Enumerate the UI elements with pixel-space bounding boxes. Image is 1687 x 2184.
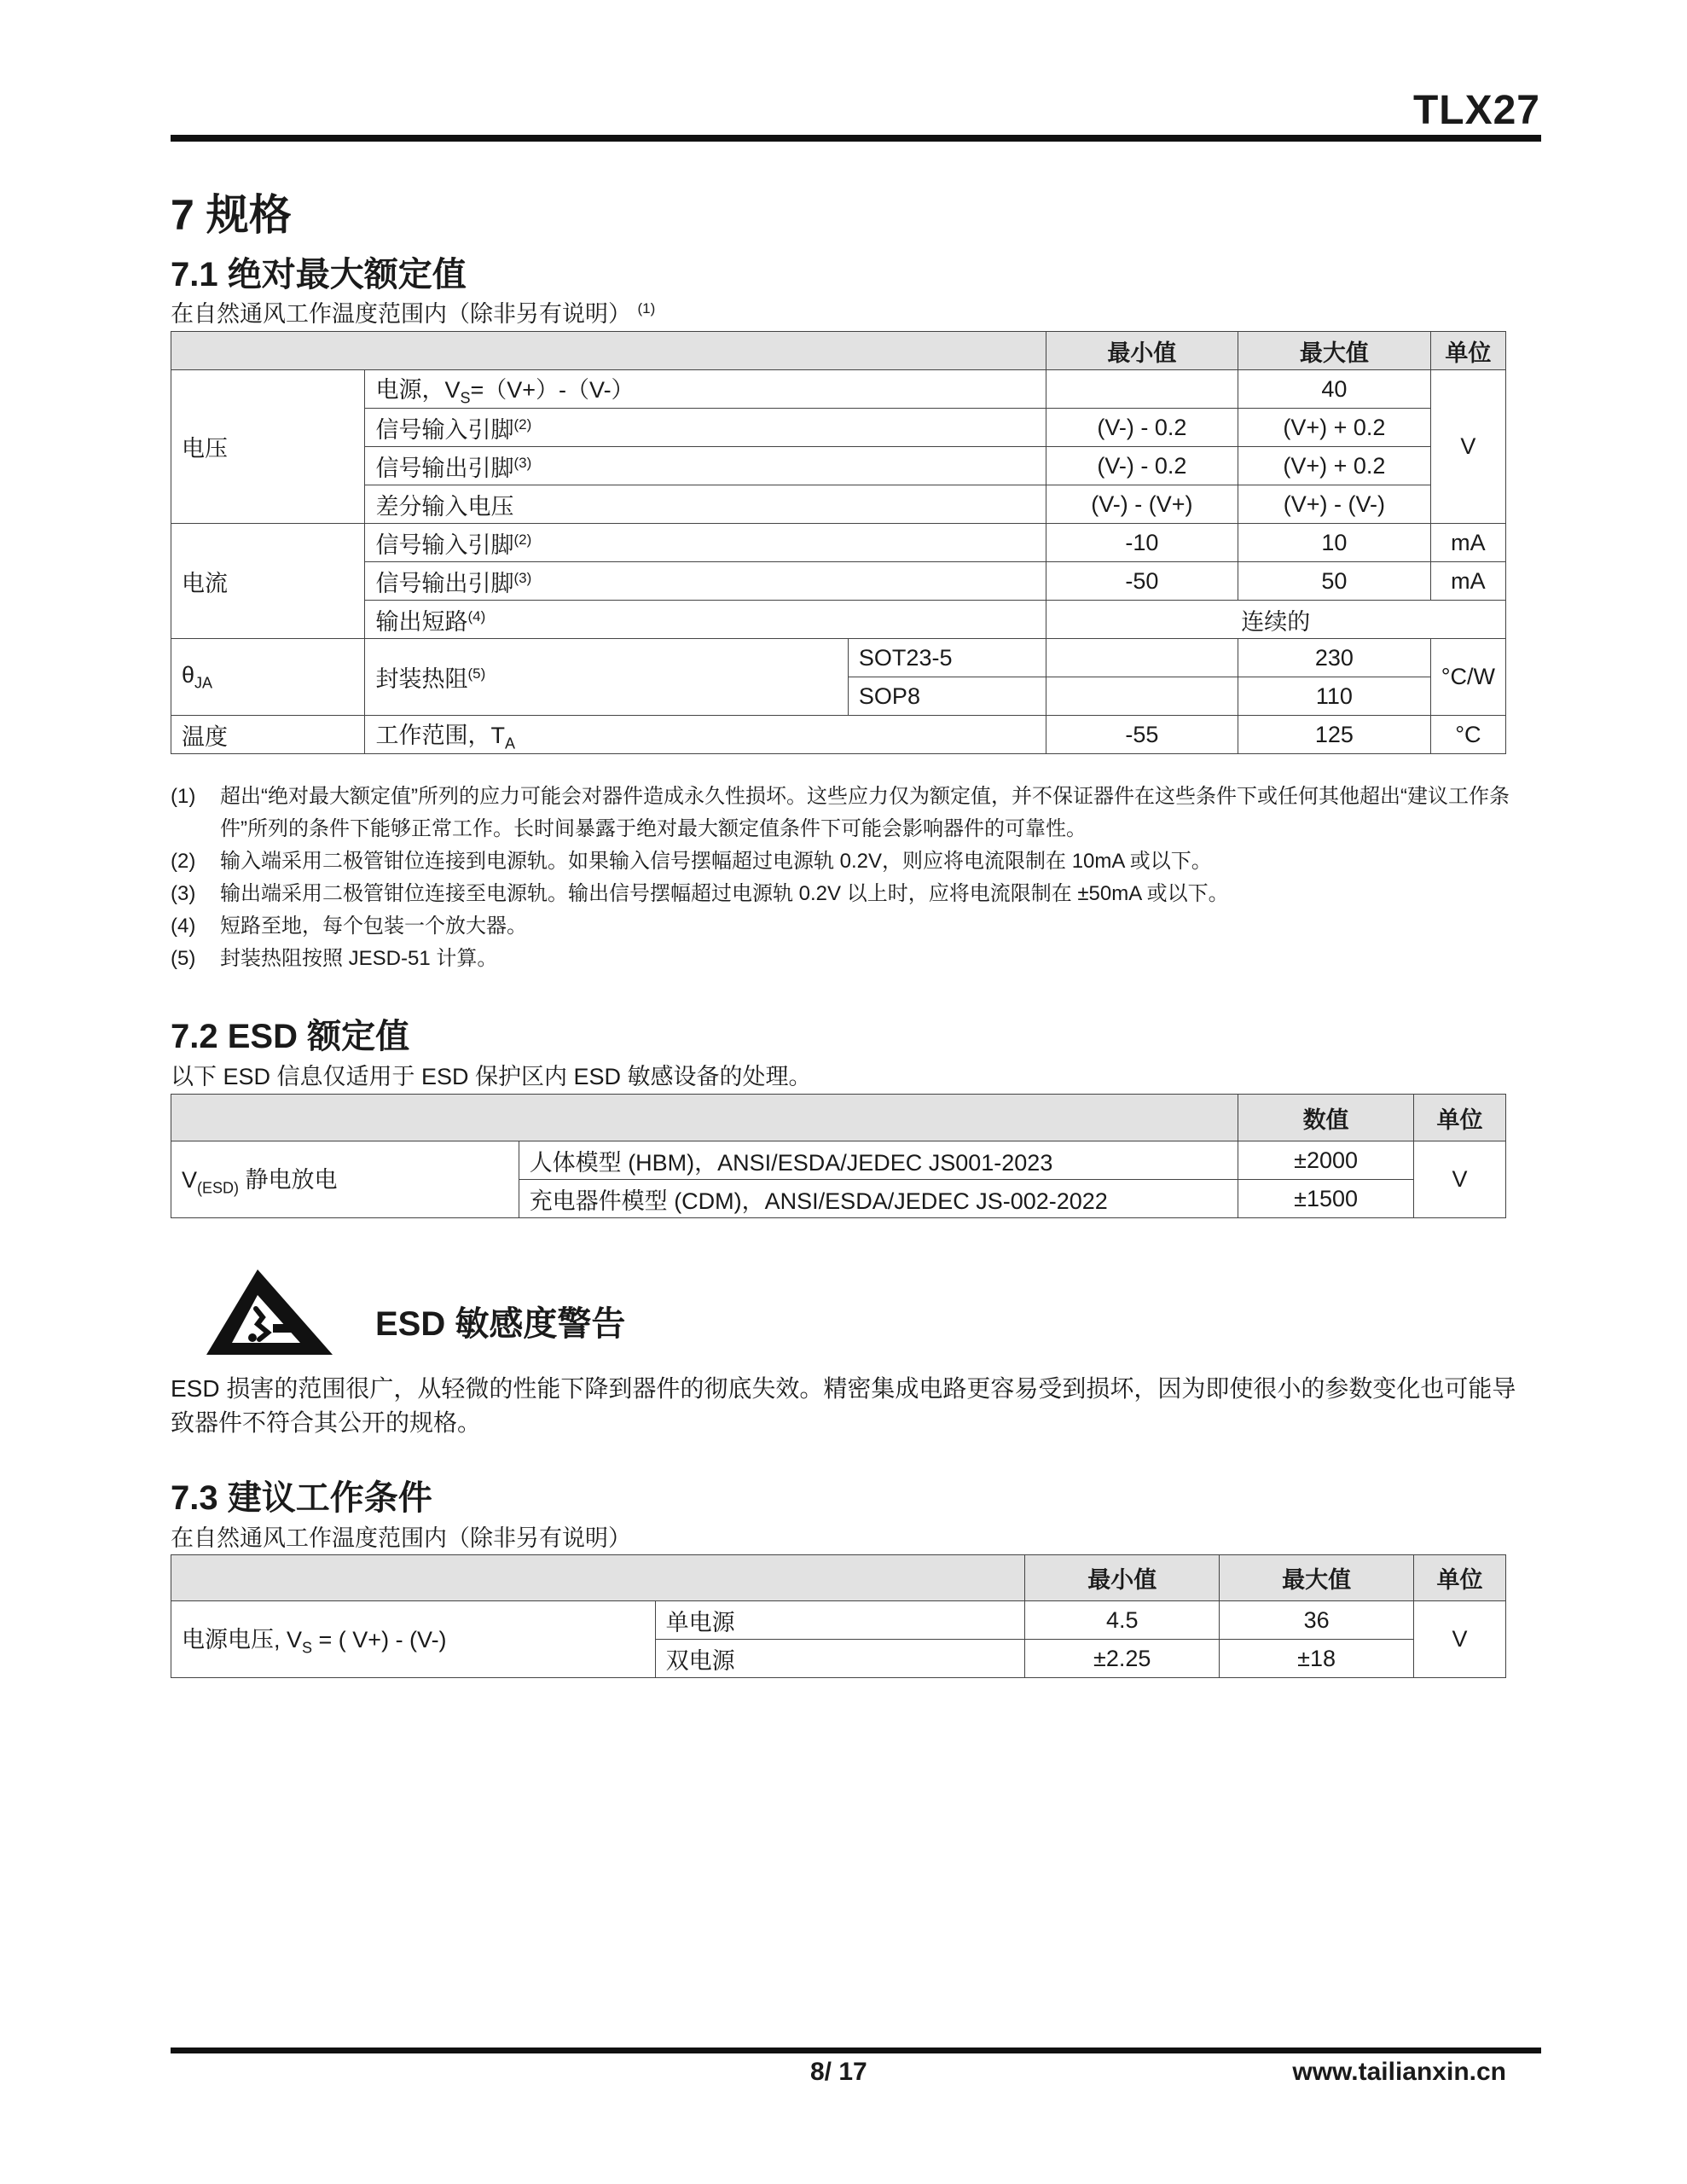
table-row <box>171 524 1506 562</box>
min-value: (V-) - (V+) <box>1046 485 1238 524</box>
unit-value: V <box>1414 1141 1506 1218</box>
max-value: (V+) + 0.2 <box>1238 447 1431 485</box>
unit-value: V <box>1430 370 1505 524</box>
unit-value: °C/W <box>1430 639 1505 716</box>
max-value: 10 <box>1238 524 1431 562</box>
header-rule <box>171 135 1541 142</box>
abs-max-notes <box>171 781 1510 975</box>
max-value: (V+) + 0.2 <box>1238 409 1431 447</box>
min-value: -50 <box>1046 562 1238 601</box>
min-value <box>1046 639 1238 677</box>
param-supply-voltage: 电源电压, $V_S$ = ( V+) - (V-) <box>171 1601 656 1678</box>
footnote: (2) 输入端采用二极管钳位连接到电源轨。如果输入信号摆幅超过电源轨 0.2V，则应将电流限制在 10mA 或以下。 <box>171 850 1212 873</box>
col-max: 最大值 <box>1220 1555 1414 1601</box>
section-title-recommended-conditions: 7.3 建议工作条件 <box>171 1479 432 1517</box>
param-thermal-resistance: 封装热阻$^{(5)}$ <box>365 639 848 716</box>
footer-rule <box>171 2048 1541 2053</box>
table-row <box>171 562 1506 601</box>
max-value: 230 <box>1238 639 1431 677</box>
col-max: 最大值 <box>1238 332 1431 370</box>
col-min: 最小值 <box>1025 1555 1220 1601</box>
supply-type-dual: 双电源 <box>655 1640 1025 1678</box>
esd-value: ±1500 <box>1238 1180 1414 1218</box>
table-row <box>171 447 1506 485</box>
esd-ratings-table <box>171 1094 1506 1218</box>
min-value: (V-) - 0.2 <box>1046 447 1238 485</box>
unit-value: mA <box>1430 562 1505 601</box>
min-value <box>1046 370 1238 409</box>
esd-subtitle: 以下 ESD 信息仅适用于 ESD 保护区内 ESD 敏感设备的处理。 <box>171 1064 812 1089</box>
min-value: (V-) - 0.2 <box>1046 409 1238 447</box>
param-output-pin: 信号输出引脚$^{(3)}$ <box>365 447 1046 485</box>
col-unit: 单位 <box>1430 332 1505 370</box>
table-row <box>171 639 1506 677</box>
footnote: (5) 封装热阻按照 JESD-51 计算。 <box>171 947 498 970</box>
min-value <box>1046 677 1238 716</box>
table-row <box>171 370 1506 409</box>
unit-value: °C <box>1430 716 1505 754</box>
param-diff-input: 差分输入电压 <box>365 485 1046 524</box>
max-value: 110 <box>1238 677 1431 716</box>
section-title-specifications: 7 规格 <box>171 191 292 239</box>
min-value: -55 <box>1046 716 1238 754</box>
recommended-conditions-table <box>171 1554 1506 1678</box>
esd-sensitive-warning-icon <box>206 1264 334 1356</box>
group-voltage: 电压 <box>171 370 365 524</box>
col-unit: 单位 <box>1414 1095 1506 1141</box>
unit-value: mA <box>1430 524 1505 562</box>
package-sop8: SOP8 <box>848 677 1046 716</box>
esd-warning-text: ESD 损害的范围很广，从轻微的性能下降到器件的彻底失效。精密集成电路更容易受到损坏，因为即使很小的参数变化也可能导致器件不符合其公开的规格。 <box>171 1375 1516 1436</box>
esd-model-hbm: 人体模型 (HBM)，ANSI/ESDA/JEDEC JS001-2023 <box>519 1141 1238 1180</box>
package-sot23: SOT23-5 <box>848 639 1046 677</box>
max-value: 125 <box>1238 716 1431 754</box>
max-value: (V+) - (V-) <box>1238 485 1431 524</box>
esd-symbol: $V_{(ESD)}$ 静电放电 <box>171 1141 519 1218</box>
unit-value: V <box>1414 1601 1506 1678</box>
group-current: 电流 <box>171 524 365 639</box>
table-header-row <box>171 1555 1506 1601</box>
abs-max-subtitle: 在自然通风工作温度范围内（除非另有说明） $^{(1)}$ <box>171 300 656 327</box>
header-blank <box>171 1555 1025 1601</box>
param-input-pin: 信号输入引脚$^{(2)}$ <box>365 409 1046 447</box>
continuous-value: 连续的 <box>1046 601 1505 639</box>
section-title-esd-ratings: 7.2 ESD 额定值 <box>171 1018 410 1055</box>
min-value: -10 <box>1046 524 1238 562</box>
table-row <box>171 485 1506 524</box>
esd-model-cdm: 充电器件模型 (CDM)，ANSI/ESDA/JEDEC JS-002-2022 <box>519 1180 1238 1218</box>
max-value: 36 <box>1220 1601 1414 1640</box>
table-row <box>171 1601 1506 1640</box>
document-part-number: TLX27 <box>1412 88 1540 133</box>
col-unit: 单位 <box>1414 1555 1506 1601</box>
table-row <box>171 601 1506 639</box>
esd-value: ±2000 <box>1238 1141 1414 1180</box>
group-theta-ja: $\theta_{JA}$ <box>171 639 365 716</box>
abs-max-table <box>171 331 1506 754</box>
header-blank <box>171 332 1046 370</box>
param-output-pin: 信号输出引脚$^{(3)}$ <box>365 562 1046 601</box>
page-number: 8/ 17 <box>810 2058 867 2086</box>
max-value: 50 <box>1238 562 1431 601</box>
recommended-subtitle: 在自然通风工作温度范围内（除非另有说明） <box>171 1525 631 1551</box>
col-min: 最小值 <box>1046 332 1238 370</box>
min-value: ±2.25 <box>1025 1640 1220 1678</box>
min-value: 4.5 <box>1025 1601 1220 1640</box>
max-value: ±18 <box>1220 1640 1414 1678</box>
group-temperature: 温度 <box>171 716 365 754</box>
supply-type-single: 单电源 <box>655 1601 1025 1640</box>
param-operating-range: 工作范围，$T_A$ <box>365 716 1046 754</box>
website-url: www.tailianxin.cn <box>1292 2058 1506 2086</box>
header-blank <box>171 1095 1238 1141</box>
col-value: 数值 <box>1238 1095 1414 1141</box>
table-row <box>171 716 1506 754</box>
footnote: (4) 短路至地，每个包装一个放大器。 <box>171 915 527 938</box>
table-header-row <box>171 1095 1506 1141</box>
table-header-row <box>171 332 1506 370</box>
table-row <box>171 1141 1506 1180</box>
param-input-pin: 信号输入引脚$^{(2)}$ <box>365 524 1046 562</box>
table-row <box>171 409 1506 447</box>
footnote: (1) 超出“绝对最大额定值”所列的应力可能会对器件造成永久性损坏。这些应力仅为额定值，并不保证器件在这些条件下或任何其他超出“建议工作条件”所列的条件下能够正常工作。长时间暴露于绝对最大额定值条件下可能会影响器件的可靠性。 <box>171 785 1510 840</box>
section-title-abs-max: 7.1 绝对最大额定值 <box>171 256 467 293</box>
param-supply: 电源，$V_S=(V+)-(V-)$ <box>365 370 1046 409</box>
footnote: (3) 输出端采用二极管钳位连接至电源轨。输出信号摆幅超过电源轨 0.2V 以上时，应将电流限制在 ±50mA 或以下。 <box>171 882 1229 905</box>
esd-warning-title: ESD 敏感度警告 <box>375 1305 626 1343</box>
param-output-short: 输出短路$^{(4)}$ <box>365 601 1046 639</box>
max-value: 40 <box>1238 370 1431 409</box>
